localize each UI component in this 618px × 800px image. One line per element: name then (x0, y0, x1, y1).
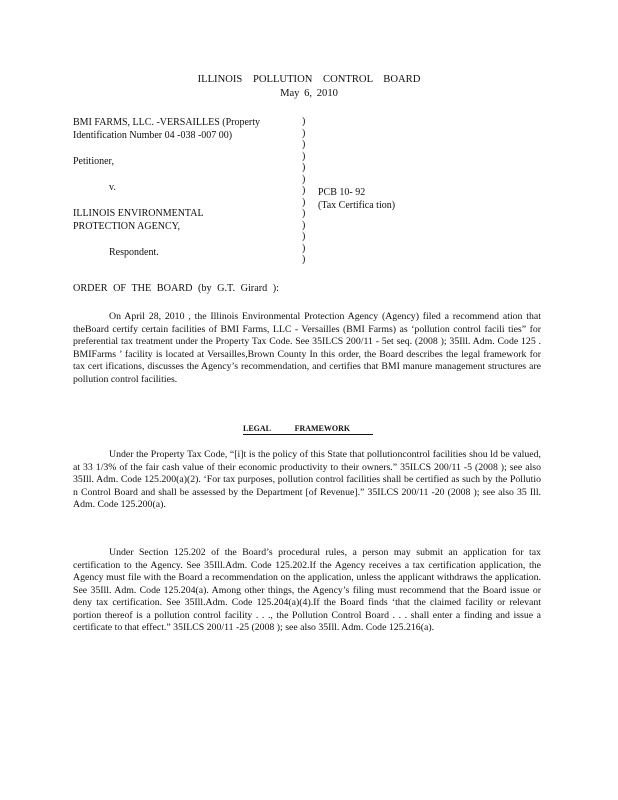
caption-line (73, 142, 303, 155)
paren: ) (302, 242, 306, 254)
caption-line: v. (109, 182, 116, 193)
paren: ) (302, 231, 306, 242)
case-type: (Tax Certifica tion) (318, 200, 396, 211)
caption-line: Identification Number 04 -038 -007 00) (73, 130, 233, 141)
caption-line: BMI FARMS, LLC. -VERSAILLES (Property (73, 117, 261, 128)
caption-parentheses (302, 116, 305, 266)
paren: ) (302, 116, 306, 127)
caption-line (73, 194, 306, 208)
paren: ) (302, 162, 306, 173)
paragraph-procedural-rules (73, 547, 541, 635)
paragraph-text: Under Section 125.202 of the Board’s procedural rules, a person may submit an application for tax certification to the Agency. See 35Ill.Adm. Code 125.202.If the Agency receives a tax certification application, the Agency must file with the Board a recommendation on the application, unless the applicant withdraws the application. See 35Ill. Adm. Code 125.204(a). Among other things, the Agency’s filing must recommend that the Board issue or deny tax certification. See 35Ill.Adm. Code 125.204(a)(4).If the Board finds ‘that the claimed facility or relevant portion thereof is a pollution control facility . . ., the Pollution Control Board . . . shall enter a finding and issue a certificate to that effect.” 35ILCS 200/11 -25 (2008 ); see also 35Ill. Adm. Code 125.216(a). (73, 547, 541, 633)
section-heading: LEGAL FRAMEWORK (243, 424, 373, 435)
board-title: ILLINOIS POLLUTION CONTROL BOARD (197, 74, 421, 85)
order-date: May 6, 2010 (280, 88, 338, 99)
caption-line (73, 231, 306, 246)
paren: ) (302, 196, 306, 208)
paren: ) (302, 173, 306, 185)
paragraph-text: On April 28, 2010 , the Illinois Environmental Protection Agency (Agency) filed a recommend ation that theBoard certify certain facilities of BMI Farms, LLC - Versailles (BMI Farms) as ‘pollution control facili ties” for preferential tax treatment under the Property Tax Code. See 35ILCS 200/11 - 5et seq. (2008 ); 35Ill. Adm. Code 125 . BMIFarms ’ facility is located at Versailles,Brown County In this order, the Board describes the legal framework for tax cert ifications, discusses the Agency’s recommendation, and certifies that BMI manure management structures are pollution control facilities. (73, 311, 541, 385)
paren: ) (302, 185, 306, 196)
caption-line: Respondent. (109, 247, 159, 258)
paragraph-property-tax-code (73, 449, 541, 512)
paren: ) (302, 127, 306, 139)
paragraph-text: Under the Property Tax Code, “[i]t is the policy of this State that pollutioncontrol facilities shou ld be valued, at 33 1/3% of the fair cash value of their economic productivity to their owners.” 35ILCS 200/11 -5 (2008 ); see also 35Ill. Adm. Code 125.200(a)(2). ‘For tax purposes, pollution control facilities shall be certified as such by the Pollutio n Control Board and shall be assessed by the Department [of Revenue].” 35ILCS 200/11 -20 (2008 ); see also 35 Ill. Adm. Code 125.200(a). (73, 449, 541, 510)
caption-line (73, 168, 303, 181)
paren: ) (302, 208, 306, 219)
caption-line: PROTECTION AGENCY, (73, 221, 181, 232)
case-caption (73, 116, 306, 259)
case-number-block (318, 186, 395, 212)
case-number: PCB 10- 92 (318, 187, 366, 198)
paragraph-intro (73, 311, 541, 386)
paren: ) (302, 150, 306, 162)
paren: ) (302, 219, 306, 231)
caption-line: ILLINOIS ENVIRONMENTAL (73, 208, 204, 219)
caption-line: Petitioner, (73, 156, 114, 167)
order-heading: ORDER OF THE BOARD (by G.T. Girard ): (73, 283, 279, 294)
paren: ) (302, 139, 306, 150)
paren: ) (302, 254, 306, 265)
